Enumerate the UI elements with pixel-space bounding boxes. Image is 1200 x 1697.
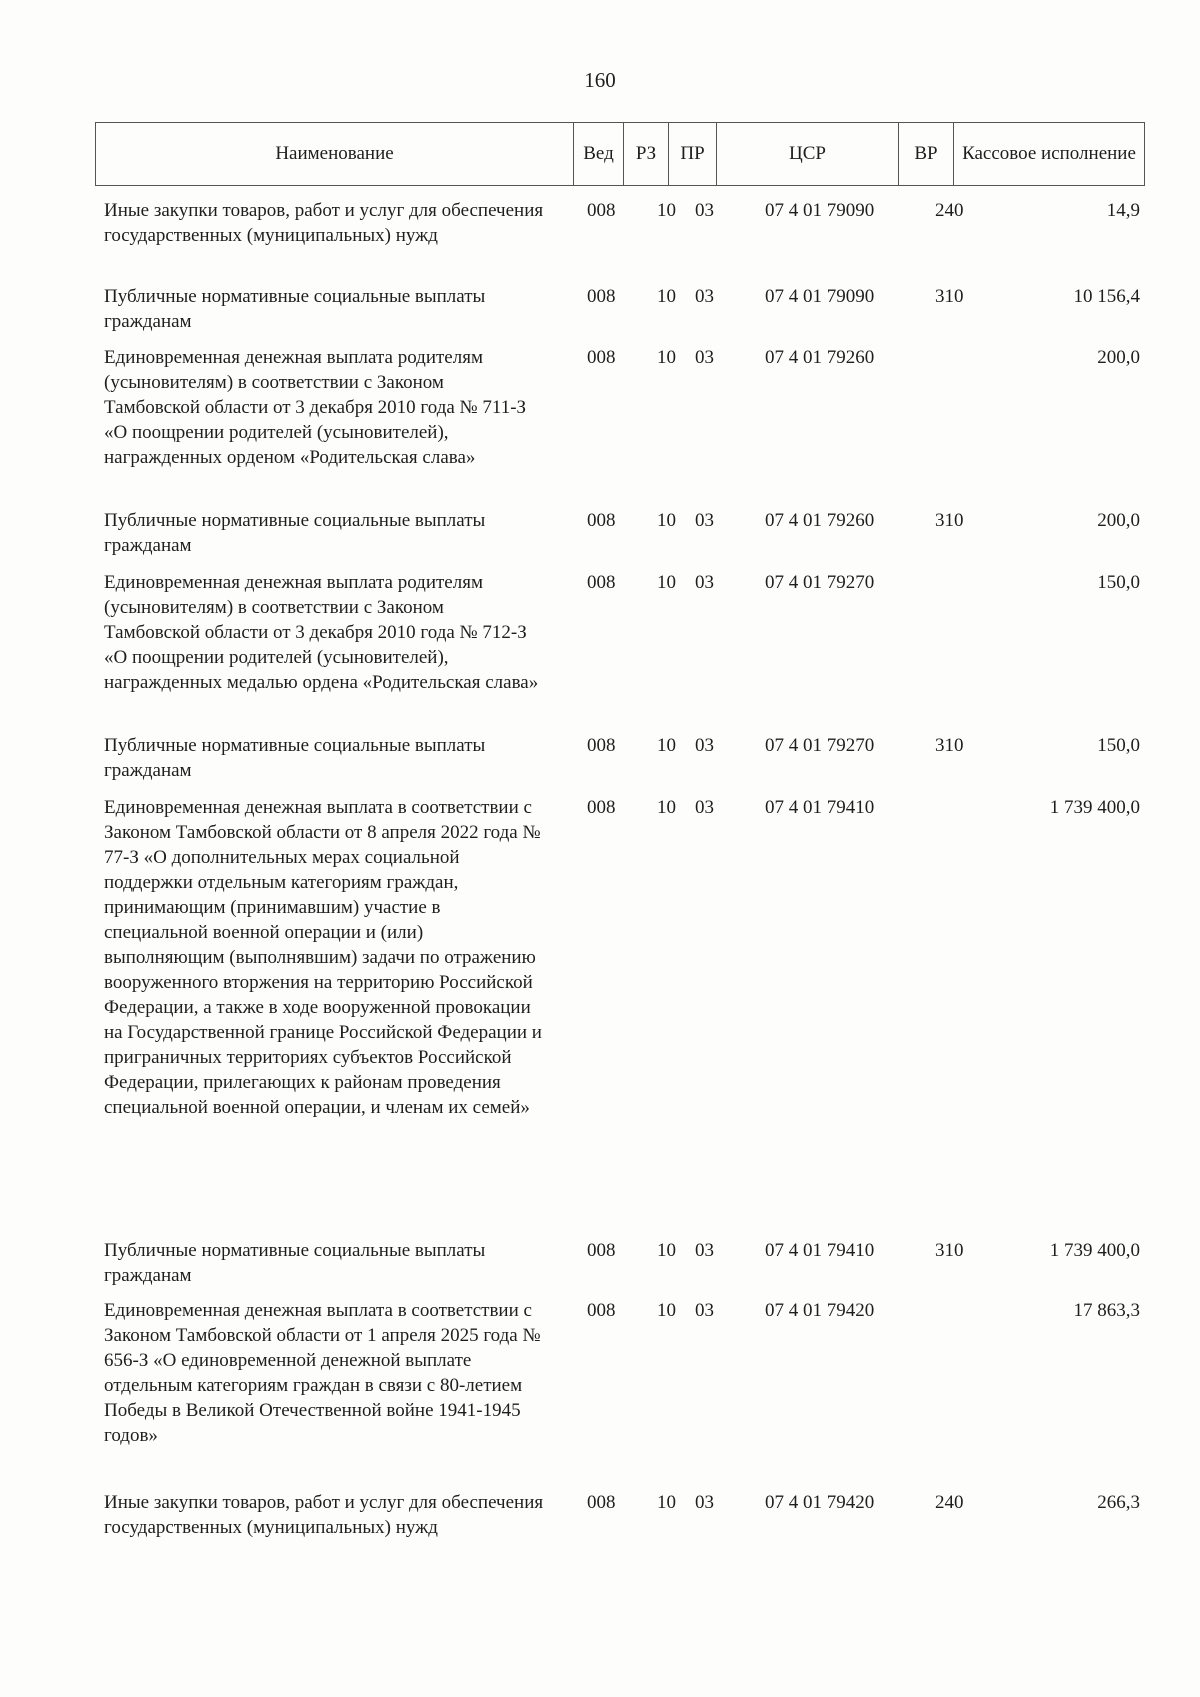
row-sum: 17 863,3: [1073, 1300, 1140, 1321]
row-name: Публичные нормативные социальные выплаты гражданам: [104, 735, 486, 781]
row-name: Единовременная денежная выплата в соответствии с Законом Тамбовской области от 1 апреля 2025 года № 656-З «О единовременной денежной выплате отдельным категориям граждан в связи с 80-летием Победы в Великой Отечественной войне 1941-1945 годов»: [104, 1300, 541, 1446]
row-ved: 008: [587, 1492, 616, 1513]
row-sum: 150,0: [1097, 735, 1140, 756]
row-rz: 10: [657, 572, 676, 593]
row-vr: 240: [935, 200, 964, 221]
row-rz: 10: [657, 735, 676, 756]
row-rz: 10: [657, 510, 676, 531]
row-csr: 07 4 01 79270: [765, 735, 875, 756]
table-header: [95, 122, 1145, 186]
page-number: 160: [584, 68, 616, 92]
row-vr: 310: [935, 510, 964, 531]
row-csr: 07 4 01 79090: [765, 286, 875, 307]
row-ved: 008: [587, 572, 616, 593]
header-csr: ЦСР: [717, 123, 899, 185]
row-ved: 008: [587, 510, 616, 531]
row-csr: 07 4 01 79260: [765, 510, 875, 531]
row-name: Публичные нормативные социальные выплаты гражданам: [104, 1240, 486, 1286]
row-sum: 1 739 400,0: [1049, 797, 1140, 818]
row-name: Публичные нормативные социальные выплаты гражданам: [104, 286, 486, 332]
row-ved: 008: [587, 1300, 616, 1321]
row-csr: 07 4 01 79410: [765, 797, 875, 818]
row-csr: 07 4 01 79410: [765, 1240, 875, 1261]
row-name: Публичные нормативные социальные выплаты гражданам: [104, 510, 486, 556]
row-pr: 03: [695, 735, 714, 756]
row-name: Единовременная денежная выплата родителям (усыновителям) в соответствии с Законом Тамбовской области от 3 декабря 2010 года № 712-З «О поощрении родителей (усыновителей), награжденных медалью ордена «Родительская слава»: [104, 572, 539, 693]
row-sum: 150,0: [1097, 572, 1140, 593]
row-sum: 10 156,4: [1073, 286, 1140, 307]
row-sum: 14,9: [1106, 200, 1140, 221]
row-vr: 310: [935, 286, 964, 307]
row-name: Иные закупки товаров, работ и услуг для обеспечения государственных (муниципальных) нужд: [104, 200, 544, 246]
row-ved: 008: [587, 735, 616, 756]
row-pr: 03: [695, 1492, 714, 1513]
row-vr: 310: [935, 1240, 964, 1261]
row-ved: 008: [587, 797, 616, 818]
row-vr: 310: [935, 735, 964, 756]
header-pr: ПР: [669, 123, 717, 185]
row-sum: 200,0: [1097, 347, 1140, 368]
row-pr: 03: [695, 286, 714, 307]
row-sum: 1 739 400,0: [1049, 1240, 1140, 1261]
header-rz: РЗ: [624, 123, 669, 185]
row-vr: 240: [935, 1492, 964, 1513]
header-cash-execution: Кассовое исполнение: [962, 143, 1136, 164]
row-name: Единовременная денежная выплата в соответствии с Законом Тамбовской области от 8 апреля 2022 года № 77-З «О дополнительных мерах социальной поддержки отдельным категориям граждан, принимающим (принимавшим) участие в специальной военной операции и (или) выполняющим (выполнявшим) задачи по отражению вооруженного вторжения на территорию Российской Федерации, а также в ходе вооруженной провокации на Государственной границе Российской Федерации и приграничных территориях субъектов Российской Федерации, прилегающих к районам проведения специальной военной операции, и членам их семей»: [104, 797, 542, 1118]
row-ved: 008: [587, 200, 616, 221]
row-pr: 03: [695, 1240, 714, 1261]
row-ved: 008: [587, 286, 616, 307]
row-pr: 03: [695, 510, 714, 531]
row-pr: 03: [695, 347, 714, 368]
row-rz: 10: [657, 797, 676, 818]
row-rz: 10: [657, 1492, 676, 1513]
row-csr: 07 4 01 79270: [765, 572, 875, 593]
row-rz: 10: [657, 1240, 676, 1261]
row-ved: 008: [587, 347, 616, 368]
row-ved: 008: [587, 1240, 616, 1261]
row-pr: 03: [695, 572, 714, 593]
row-csr: 07 4 01 79420: [765, 1300, 875, 1321]
row-csr: 07 4 01 79090: [765, 200, 875, 221]
header-name: Наименование: [96, 123, 574, 185]
row-rz: 10: [657, 286, 676, 307]
row-name: Единовременная денежная выплата родителям (усыновителям) в соответствии с Законом Тамбовской области от 3 декабря 2010 года № 711-З «О поощрении родителей (усыновителей), награжденных орденом «Родительская слава»: [104, 347, 527, 468]
row-rz: 10: [657, 1300, 676, 1321]
row-sum: 266,3: [1097, 1492, 1140, 1513]
row-csr: 07 4 01 79260: [765, 347, 875, 368]
row-sum: 200,0: [1097, 510, 1140, 531]
row-rz: 10: [657, 347, 676, 368]
row-pr: 03: [695, 200, 714, 221]
row-pr: 03: [695, 797, 714, 818]
row-csr: 07 4 01 79420: [765, 1492, 875, 1513]
row-name: Иные закупки товаров, работ и услуг для обеспечения государственных (муниципальных) нужд: [104, 1492, 544, 1538]
row-pr: 03: [695, 1300, 714, 1321]
header-ved: Вед: [574, 123, 624, 185]
row-rz: 10: [657, 200, 676, 221]
header-vr: ВР: [899, 123, 954, 185]
